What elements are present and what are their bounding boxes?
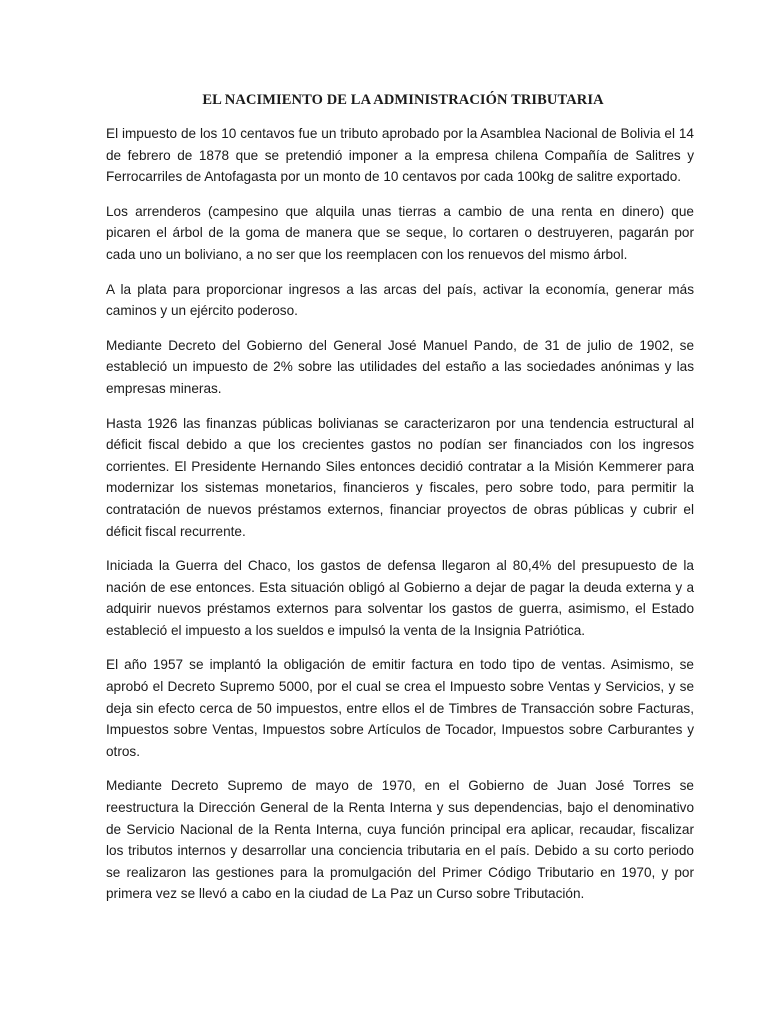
paragraph: A la plata para proporcionar ingresos a las arcas del país, activar la economía, generar más caminos y un ejército poderoso. — [106, 281, 694, 319]
paragraph: Los arrenderos (campesino que alquila unas tierras a cambio de una renta en dinero) que picaren el árbol de la goma de manera que se seque, lo cortaren o destruyeren, pagarán por cada uno un boliviano, a no ser que los reemplacen con los renuevos del mismo árbol. — [106, 203, 694, 262]
paragraph: Mediante Decreto del Gobierno del General José Manuel Pando, de 31 de julio de 1902, se estableció un impuesto de 2% sobre las utilidades del estaño a las sociedades anónimas y las empresas mineras. — [106, 337, 694, 396]
document-body — [106, 123, 694, 905]
paragraph: El impuesto de los 10 centavos fue un tributo aprobado por la Asamblea Nacional de Bolivia el 14 de febrero de 1878 que se pretendió imponer a la empresa chilena Compañía de Salitres y Ferrocarriles de Antofagasta por un monto de 10 centavos por cada 100kg de salitre exportado. — [106, 126, 694, 185]
paragraph: Iniciada la Guerra del Chaco, los gastos de defensa llegaron al 80,4% del presupuesto de la nación de ese entonces. Esta situación obligó al Gobierno a dejar de pagar la deuda externa y a adquirir nuevos préstamos externos para solventar los gastos de guerra, asimismo, el Estado estableció el impuesto a los sueldos e impulsó la venta de la Insignia Patriótica. — [106, 558, 694, 638]
document-title: EL NACIMIENTO DE LA ADMINISTRACIÓN TRIBUTARIA — [202, 92, 604, 108]
paragraph: El año 1957 se implantó la obligación de emitir factura en todo tipo de ventas. Asimismo, se aprobó el Decreto Supremo 5000, por el cual se crea el Impuesto sobre Ventas y Servicios, y se deja sin efecto cerca de 50 impuestos, entre ellos el de Timbres de Transacción sobre Facturas, Impuestos sobre Ventas, Impuestos sobre Artículos de Tocador, Impuestos sobre Carburantes y otros. — [106, 657, 694, 759]
paragraph: Hasta 1926 las finanzas públicas bolivianas se caracterizaron por una tendencia estructural al déficit fiscal debido a que los crecientes gastos no podían ser financiados con los ingresos corrientes. El Presidente Hernando Siles entonces decidió contratar a la Misión Kemmerer para modernizar los sistemas monetarios, financieros y fiscales, pero sobre todo, para permitir la contratación de nuevos préstamos externos, financiar proyectos de obras públicas y cubrir el déficit fiscal recurrente. — [106, 415, 694, 539]
paragraph: Mediante Decreto Supremo de mayo de 1970, en el Gobierno de Juan José Torres se reestructura la Dirección General de la Renta Interna y sus dependencias, bajo el denominativo de Servicio Nacional de la Renta Interna, cuya función principal era aplicar, recaudar, fiscalizar los tributos internos y desarrollar una conciencia tributaria en el país. Debido a su corto periodo se realizaron las gestiones para la promulgación del Primer Código Tributario en 1970, y por primera vez se llevó a cabo en la ciudad de La Paz un Curso sobre Tributación. — [106, 778, 694, 902]
